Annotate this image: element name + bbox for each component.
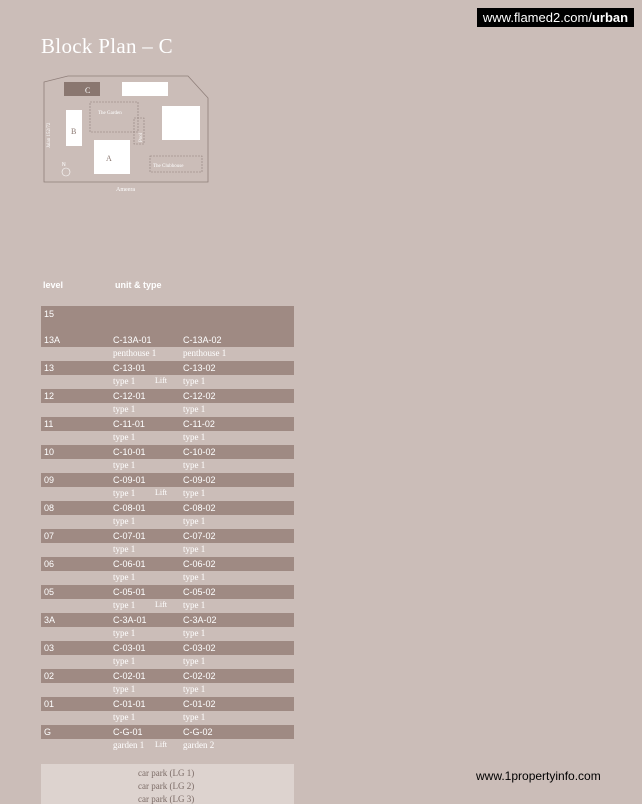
table-row xyxy=(41,557,294,585)
level-label: 03 xyxy=(44,643,55,653)
type-label: type 1 xyxy=(113,376,136,386)
type-label: type 1 xyxy=(113,712,136,722)
unit-label: C-10-02 xyxy=(183,447,216,457)
north-label: N xyxy=(62,162,66,168)
unit-label: C-13A-01 xyxy=(113,335,152,345)
level-label: 11 xyxy=(44,419,54,429)
type-label: type 1 xyxy=(113,544,136,554)
unit-label: C-G-01 xyxy=(113,727,143,737)
garden-label: The Garden xyxy=(98,111,122,116)
table-row xyxy=(41,445,294,473)
level-label: 05 xyxy=(44,587,55,597)
block-c-shape xyxy=(64,82,100,96)
site-plan-map xyxy=(38,70,218,195)
unit-label: C-06-02 xyxy=(183,559,216,569)
lift-label: Lift xyxy=(155,376,167,385)
unit-label: C-G-02 xyxy=(183,727,213,737)
level-label: 15 xyxy=(44,309,55,319)
road-bottom-label: Ameera xyxy=(116,187,135,193)
type-label: garden 1 xyxy=(113,740,145,750)
level-label: 01 xyxy=(44,699,55,709)
unit-label: C-13-02 xyxy=(183,363,216,373)
unit-label: C-09-02 xyxy=(183,475,216,485)
table-row xyxy=(41,613,294,641)
carpark-label: car park (LG 3) xyxy=(138,794,195,804)
clubhouse-label: The Clubhouse xyxy=(153,164,184,169)
type-label: type 1 xyxy=(183,516,206,526)
lift-label: Lift xyxy=(155,600,167,609)
table-row xyxy=(41,389,294,417)
table-row xyxy=(41,641,294,669)
block-top-right-shape xyxy=(122,82,168,96)
unit-label: C-12-01 xyxy=(113,391,146,401)
type-label: type 1 xyxy=(113,404,136,414)
level-label: 06 xyxy=(44,559,55,569)
compass-icon xyxy=(62,168,70,176)
type-label: type 1 xyxy=(113,628,136,638)
unit-label: C-11-01 xyxy=(113,419,145,429)
level-label: 12 xyxy=(44,391,55,401)
table-row xyxy=(41,417,294,445)
unit-label: C-05-01 xyxy=(113,587,146,597)
type-label: type 1 xyxy=(183,572,206,582)
page-title: Block Plan – C xyxy=(41,34,173,58)
unit-label: C-13-01 xyxy=(113,363,146,373)
type-label: type 1 xyxy=(183,460,206,470)
watermark-section: urban xyxy=(591,10,629,25)
table-row xyxy=(41,725,294,753)
unit-label: C-06-01 xyxy=(113,559,146,569)
carpark-label: car park (LG 1) xyxy=(138,768,195,778)
unit-label: C-08-01 xyxy=(113,503,146,513)
watermark-site: www.flamed2.com/ xyxy=(482,10,592,25)
unit-label: C-03-01 xyxy=(113,643,146,653)
type-label: type 1 xyxy=(113,600,136,610)
type-label: type 1 xyxy=(183,376,206,386)
unit-label: C-05-02 xyxy=(183,587,216,597)
block-a-shape xyxy=(94,140,130,174)
road-left-label: Jalan 152/72 xyxy=(47,122,52,148)
header-level: level xyxy=(43,280,64,290)
unit-label: C-3A-01 xyxy=(113,615,147,625)
type-label: type 1 xyxy=(113,656,136,666)
type-label: type 1 xyxy=(183,600,206,610)
unit-table xyxy=(41,306,294,753)
type-label: type 1 xyxy=(113,488,136,498)
type-label: type 1 xyxy=(183,628,206,638)
lift-label: Lift xyxy=(155,740,167,749)
type-label: type 1 xyxy=(183,684,206,694)
type-label: type 1 xyxy=(113,572,136,582)
type-label: garden 2 xyxy=(183,740,215,750)
level-label: 02 xyxy=(44,671,55,681)
type-label: type 1 xyxy=(183,488,206,498)
type-label: penthouse 1 xyxy=(183,348,227,358)
unit-label: C-12-02 xyxy=(183,391,216,401)
pool-label: Pool xyxy=(139,132,144,142)
type-label: type 1 xyxy=(183,404,206,414)
type-label: type 1 xyxy=(183,712,206,722)
level-label: 3A xyxy=(44,615,56,625)
level-label: 13 xyxy=(44,363,55,373)
unit-label: C-13A-02 xyxy=(183,335,222,345)
table-row xyxy=(41,585,294,613)
level-label: 09 xyxy=(44,475,55,485)
header-unit-type: unit & type xyxy=(115,280,162,290)
unit-label: C-07-02 xyxy=(183,531,216,541)
table-row-top xyxy=(41,306,294,361)
unit-label: C-01-02 xyxy=(183,699,216,709)
table-row xyxy=(41,501,294,529)
carpark-section xyxy=(41,764,294,804)
block-right-shape xyxy=(162,106,200,140)
unit-label: C-02-02 xyxy=(183,671,216,681)
type-label: penthouse 1 xyxy=(113,348,157,358)
table-row xyxy=(41,361,294,389)
carpark-label: car park (LG 2) xyxy=(138,781,195,791)
type-label: type 1 xyxy=(113,432,136,442)
type-label: type 1 xyxy=(183,432,206,442)
level-label: 13A xyxy=(44,335,61,345)
lift-label: Lift xyxy=(155,488,167,497)
block-b-label: B xyxy=(71,127,77,136)
type-label: type 1 xyxy=(113,516,136,526)
unit-label: C-11-02 xyxy=(183,419,215,429)
table-row xyxy=(41,473,294,501)
table-row xyxy=(41,697,294,725)
unit-label: C-03-02 xyxy=(183,643,216,653)
watermark-banner xyxy=(477,8,634,27)
type-label: type 1 xyxy=(113,684,136,694)
credit-text: www.1propertyinfo.com xyxy=(476,769,601,783)
level-label: 10 xyxy=(44,447,55,457)
level-label: 08 xyxy=(44,503,55,513)
type-label: type 1 xyxy=(183,656,206,666)
unit-label: C-09-01 xyxy=(113,475,146,485)
unit-label: C-3A-02 xyxy=(183,615,217,625)
unit-label: C-07-01 xyxy=(113,531,146,541)
type-label: type 1 xyxy=(113,460,136,470)
block-a-label: A xyxy=(106,154,112,163)
unit-label: C-10-01 xyxy=(113,447,146,457)
unit-label: C-08-02 xyxy=(183,503,216,513)
table-row xyxy=(41,529,294,557)
unit-label: C-02-01 xyxy=(113,671,146,681)
level-label: G xyxy=(44,727,52,737)
block-c-label: C xyxy=(85,86,91,95)
unit-label: C-01-01 xyxy=(113,699,146,709)
level-label: 07 xyxy=(44,531,55,541)
table-row xyxy=(41,669,294,697)
type-label: type 1 xyxy=(183,544,206,554)
